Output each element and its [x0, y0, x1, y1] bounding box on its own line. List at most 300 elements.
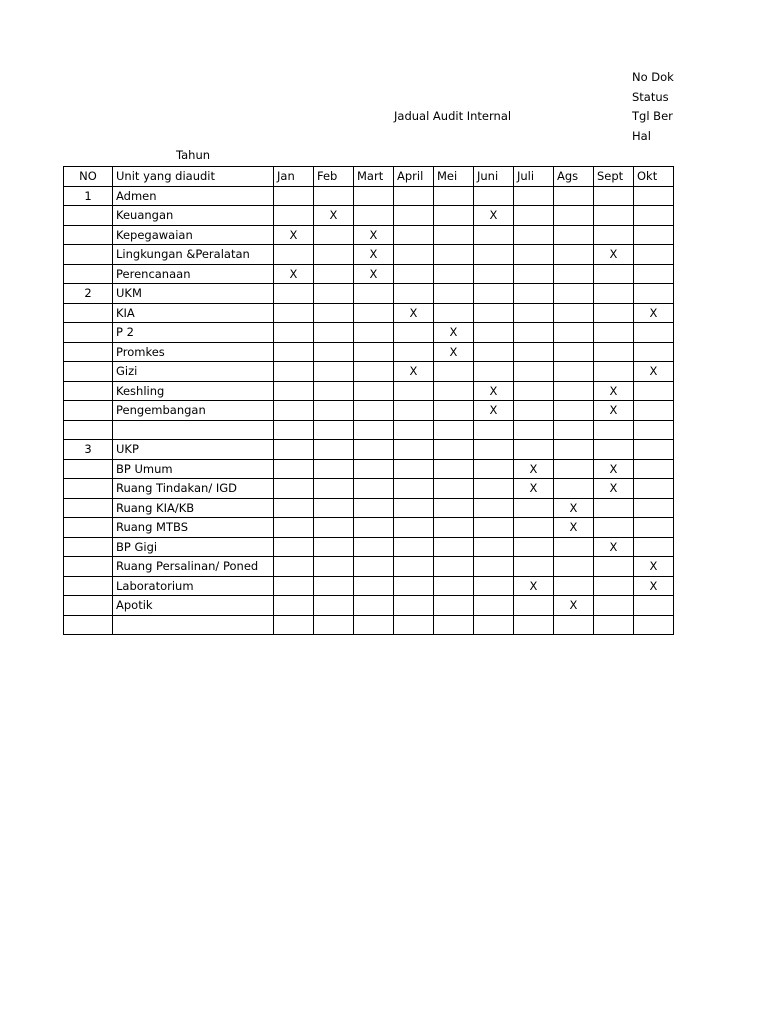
schedule-mark [314, 537, 354, 557]
table-row [64, 342, 674, 362]
unit-name: Keshling [113, 381, 274, 401]
schedule-mark [274, 576, 314, 596]
schedule-mark [274, 401, 314, 421]
schedule-mark [554, 284, 594, 304]
unit-name [113, 420, 274, 440]
schedule-mark [314, 498, 354, 518]
row-number [64, 401, 113, 421]
schedule-mark [394, 323, 434, 343]
schedule-mark [274, 342, 314, 362]
table-row [64, 323, 674, 343]
row-number [64, 245, 113, 265]
table-row [64, 537, 674, 557]
schedule-mark [554, 362, 594, 382]
schedule-mark [394, 381, 434, 401]
schedule-mark [474, 342, 514, 362]
schedule-mark [594, 186, 634, 206]
schedule-mark [394, 596, 434, 616]
schedule-mark [274, 596, 314, 616]
schedule-mark [634, 323, 674, 343]
table-row [64, 576, 674, 596]
schedule-mark: X [434, 342, 474, 362]
column-header-month: Sept [594, 167, 634, 187]
row-number [64, 323, 113, 343]
schedule-mark [274, 284, 314, 304]
schedule-mark [354, 323, 394, 343]
schedule-mark [394, 186, 434, 206]
schedule-mark [594, 576, 634, 596]
schedule-mark [354, 479, 394, 499]
schedule-mark: X [474, 206, 514, 226]
schedule-mark [594, 498, 634, 518]
schedule-mark [594, 284, 634, 304]
row-number: 1 [64, 186, 113, 206]
schedule-mark [434, 557, 474, 577]
column-header-month: Okt [634, 167, 674, 187]
table-row [64, 245, 674, 265]
schedule-mark [434, 303, 474, 323]
schedule-mark [554, 206, 594, 226]
row-number: 2 [64, 284, 113, 304]
schedule-mark [554, 459, 594, 479]
schedule-mark [314, 186, 354, 206]
schedule-mark [594, 303, 634, 323]
unit-name: UKP [113, 440, 274, 460]
schedule-mark [474, 225, 514, 245]
table-row [64, 206, 674, 226]
column-header-month: Feb [314, 167, 354, 187]
schedule-mark [274, 615, 314, 635]
unit-name: KIA [113, 303, 274, 323]
schedule-mark: X [594, 537, 634, 557]
audit-schedule-table [63, 166, 674, 635]
schedule-mark [634, 284, 674, 304]
schedule-mark [394, 342, 434, 362]
schedule-mark [514, 186, 554, 206]
schedule-mark [474, 596, 514, 616]
schedule-mark [314, 518, 354, 538]
schedule-mark [394, 420, 434, 440]
schedule-mark [594, 440, 634, 460]
schedule-mark [554, 264, 594, 284]
schedule-mark [474, 186, 514, 206]
schedule-mark [434, 362, 474, 382]
schedule-mark [314, 557, 354, 577]
schedule-mark [314, 440, 354, 460]
schedule-mark [394, 264, 434, 284]
unit-name: Ruang Tindakan/ IGD [113, 479, 274, 499]
schedule-mark [514, 420, 554, 440]
schedule-mark [474, 362, 514, 382]
schedule-mark [314, 401, 354, 421]
row-number: 3 [64, 440, 113, 460]
schedule-mark [434, 401, 474, 421]
column-header-month: Juni [474, 167, 514, 187]
row-number [64, 479, 113, 499]
schedule-mark [634, 537, 674, 557]
schedule-mark [434, 245, 474, 265]
schedule-mark [554, 576, 594, 596]
schedule-mark [394, 459, 434, 479]
row-number [64, 303, 113, 323]
schedule-mark [434, 615, 474, 635]
schedule-mark [314, 303, 354, 323]
schedule-mark [514, 323, 554, 343]
table-row [64, 303, 674, 323]
row-number [64, 264, 113, 284]
schedule-mark [594, 323, 634, 343]
schedule-mark [634, 186, 674, 206]
schedule-mark [314, 284, 354, 304]
schedule-mark [634, 440, 674, 460]
schedule-mark: X [274, 225, 314, 245]
schedule-mark [354, 615, 394, 635]
table-header-row [64, 167, 674, 187]
schedule-mark: X [634, 576, 674, 596]
schedule-mark [354, 284, 394, 304]
schedule-mark [314, 264, 354, 284]
unit-name: Keuangan [113, 206, 274, 226]
schedule-mark [514, 440, 554, 460]
row-number [64, 420, 113, 440]
unit-name: Laboratorium [113, 576, 274, 596]
schedule-mark: X [594, 381, 634, 401]
table-row [64, 264, 674, 284]
schedule-mark [634, 342, 674, 362]
schedule-mark [314, 479, 354, 499]
schedule-mark [354, 498, 394, 518]
schedule-mark [434, 264, 474, 284]
schedule-mark [274, 557, 314, 577]
table-row [64, 420, 674, 440]
schedule-mark [434, 479, 474, 499]
schedule-mark [554, 342, 594, 362]
schedule-mark [554, 420, 594, 440]
schedule-mark [474, 479, 514, 499]
schedule-mark: X [434, 323, 474, 343]
schedule-mark [354, 342, 394, 362]
schedule-mark: X [354, 245, 394, 265]
row-number [64, 596, 113, 616]
row-number [64, 557, 113, 577]
schedule-mark [474, 557, 514, 577]
row-number [64, 518, 113, 538]
schedule-mark [354, 186, 394, 206]
schedule-mark [634, 596, 674, 616]
schedule-mark: X [594, 479, 634, 499]
schedule-mark [314, 323, 354, 343]
schedule-mark [554, 245, 594, 265]
schedule-mark [354, 518, 394, 538]
row-number [64, 459, 113, 479]
column-header-month: Jan [274, 167, 314, 187]
table-row [64, 381, 674, 401]
schedule-mark [554, 479, 594, 499]
schedule-mark [314, 420, 354, 440]
schedule-mark [354, 362, 394, 382]
schedule-mark [274, 206, 314, 226]
schedule-mark [594, 225, 634, 245]
column-header-month: Mei [434, 167, 474, 187]
schedule-mark [274, 381, 314, 401]
schedule-mark [634, 459, 674, 479]
schedule-mark [314, 362, 354, 382]
row-number [64, 225, 113, 245]
schedule-mark [394, 518, 434, 538]
schedule-mark [474, 537, 514, 557]
schedule-mark [274, 518, 314, 538]
schedule-mark: X [474, 381, 514, 401]
schedule-mark [434, 420, 474, 440]
schedule-mark [514, 303, 554, 323]
table-row [64, 557, 674, 577]
schedule-mark [354, 537, 394, 557]
schedule-mark [594, 596, 634, 616]
schedule-mark: X [594, 459, 634, 479]
schedule-mark: X [634, 557, 674, 577]
schedule-mark [474, 420, 514, 440]
schedule-mark [314, 615, 354, 635]
schedule-mark [434, 284, 474, 304]
schedule-mark [274, 537, 314, 557]
unit-name: Ruang Persalinan/ Poned [113, 557, 274, 577]
schedule-mark [514, 498, 554, 518]
schedule-mark [554, 440, 594, 460]
schedule-mark [274, 479, 314, 499]
row-number [64, 362, 113, 382]
unit-name: BP Gigi [113, 537, 274, 557]
schedule-mark [434, 518, 474, 538]
schedule-mark [594, 615, 634, 635]
schedule-mark: X [354, 264, 394, 284]
schedule-mark [474, 576, 514, 596]
schedule-mark [354, 576, 394, 596]
schedule-mark [434, 459, 474, 479]
schedule-mark [434, 225, 474, 245]
schedule-mark [394, 401, 434, 421]
schedule-mark [634, 518, 674, 538]
schedule-mark [314, 596, 354, 616]
schedule-mark [274, 440, 314, 460]
schedule-mark [474, 615, 514, 635]
schedule-mark [354, 440, 394, 460]
table-row [64, 596, 674, 616]
schedule-mark [434, 206, 474, 226]
schedule-mark [274, 498, 314, 518]
schedule-mark [434, 381, 474, 401]
schedule-mark [594, 206, 634, 226]
schedule-mark [354, 459, 394, 479]
unit-name: Ruang MTBS [113, 518, 274, 538]
schedule-mark [274, 362, 314, 382]
schedule-mark [514, 245, 554, 265]
schedule-mark [514, 557, 554, 577]
schedule-mark [434, 537, 474, 557]
column-header-no: NO [64, 167, 113, 187]
schedule-mark [514, 615, 554, 635]
schedule-mark [554, 186, 594, 206]
unit-name: Promkes [113, 342, 274, 362]
schedule-mark [314, 381, 354, 401]
schedule-mark [394, 245, 434, 265]
schedule-mark [274, 245, 314, 265]
schedule-mark [474, 459, 514, 479]
schedule-mark [474, 264, 514, 284]
schedule-mark [314, 459, 354, 479]
schedule-mark: X [594, 401, 634, 421]
schedule-mark [394, 479, 434, 499]
schedule-mark [634, 381, 674, 401]
schedule-mark: X [394, 362, 434, 382]
column-header-month: Mart [354, 167, 394, 187]
schedule-mark [594, 557, 634, 577]
schedule-mark: X [354, 225, 394, 245]
schedule-mark [474, 440, 514, 460]
table-row [64, 186, 674, 206]
row-number [64, 498, 113, 518]
schedule-mark [354, 381, 394, 401]
schedule-mark [634, 245, 674, 265]
row-number [64, 381, 113, 401]
schedule-mark [634, 479, 674, 499]
schedule-mark [634, 264, 674, 284]
schedule-mark [394, 206, 434, 226]
schedule-mark: X [634, 303, 674, 323]
schedule-mark [514, 518, 554, 538]
schedule-mark [394, 557, 434, 577]
column-header-unit: Unit yang diaudit [113, 167, 274, 187]
unit-name: Kepegawaian [113, 225, 274, 245]
table-row [64, 459, 674, 479]
unit-name: Ruang KIA/KB [113, 498, 274, 518]
unit-name: Pengembangan [113, 401, 274, 421]
schedule-mark [434, 498, 474, 518]
unit-name: UKM [113, 284, 274, 304]
unit-name: Gizi [113, 362, 274, 382]
schedule-mark: X [514, 576, 554, 596]
schedule-mark [594, 342, 634, 362]
schedule-mark [554, 323, 594, 343]
schedule-mark [594, 362, 634, 382]
unit-name [113, 615, 274, 635]
schedule-mark [434, 186, 474, 206]
schedule-mark [514, 537, 554, 557]
schedule-mark [514, 381, 554, 401]
schedule-mark [314, 245, 354, 265]
table-row [64, 615, 674, 635]
row-number [64, 206, 113, 226]
column-header-month: April [394, 167, 434, 187]
schedule-mark [514, 342, 554, 362]
table-row [64, 225, 674, 245]
schedule-mark [354, 557, 394, 577]
schedule-mark: X [474, 401, 514, 421]
schedule-mark [474, 518, 514, 538]
schedule-mark [314, 225, 354, 245]
schedule-mark [354, 206, 394, 226]
schedule-mark: X [314, 206, 354, 226]
page-label: Hal [632, 129, 651, 143]
unit-name: P 2 [113, 323, 274, 343]
effective-date-label: Tgl Ber [632, 109, 673, 123]
column-header-month: Ags [554, 167, 594, 187]
schedule-mark [594, 420, 634, 440]
unit-name: BP Umum [113, 459, 274, 479]
schedule-mark [634, 420, 674, 440]
row-number [64, 615, 113, 635]
schedule-mark [274, 303, 314, 323]
schedule-mark: X [594, 245, 634, 265]
schedule-mark [634, 401, 674, 421]
schedule-mark [434, 596, 474, 616]
schedule-mark [354, 420, 394, 440]
schedule-mark [354, 596, 394, 616]
schedule-mark [634, 615, 674, 635]
table-row [64, 401, 674, 421]
schedule-mark [474, 303, 514, 323]
schedule-mark [274, 323, 314, 343]
schedule-mark: X [514, 479, 554, 499]
table-row [64, 362, 674, 382]
year-label: Tahun [176, 148, 211, 162]
schedule-mark [474, 284, 514, 304]
column-header-month: Juli [514, 167, 554, 187]
table-row [64, 498, 674, 518]
schedule-mark [514, 401, 554, 421]
schedule-mark [394, 615, 434, 635]
schedule-mark [434, 440, 474, 460]
schedule-mark [394, 498, 434, 518]
schedule-mark [634, 206, 674, 226]
schedule-mark: X [554, 498, 594, 518]
schedule-mark [554, 225, 594, 245]
schedule-mark [474, 498, 514, 518]
schedule-mark [354, 401, 394, 421]
row-number [64, 342, 113, 362]
table-row [64, 440, 674, 460]
table-row [64, 518, 674, 538]
schedule-mark [434, 576, 474, 596]
schedule-mark [314, 342, 354, 362]
schedule-mark: X [554, 596, 594, 616]
schedule-mark [554, 381, 594, 401]
schedule-mark [514, 225, 554, 245]
schedule-mark [394, 537, 434, 557]
table-row [64, 284, 674, 304]
schedule-mark [554, 303, 594, 323]
schedule-mark [514, 206, 554, 226]
table-row [64, 479, 674, 499]
schedule-mark [594, 518, 634, 538]
schedule-mark: X [634, 362, 674, 382]
schedule-mark [634, 498, 674, 518]
schedule-mark [514, 264, 554, 284]
schedule-mark [554, 401, 594, 421]
schedule-mark: X [274, 264, 314, 284]
doc-number-label: No Dok [632, 70, 674, 84]
unit-name: Admen [113, 186, 274, 206]
schedule-mark [514, 596, 554, 616]
schedule-mark: X [554, 518, 594, 538]
row-number [64, 576, 113, 596]
schedule-mark [594, 264, 634, 284]
schedule-mark [274, 459, 314, 479]
schedule-mark [314, 576, 354, 596]
schedule-mark [554, 615, 594, 635]
schedule-mark [474, 245, 514, 265]
schedule-mark: X [394, 303, 434, 323]
status-label: Status [632, 90, 669, 104]
